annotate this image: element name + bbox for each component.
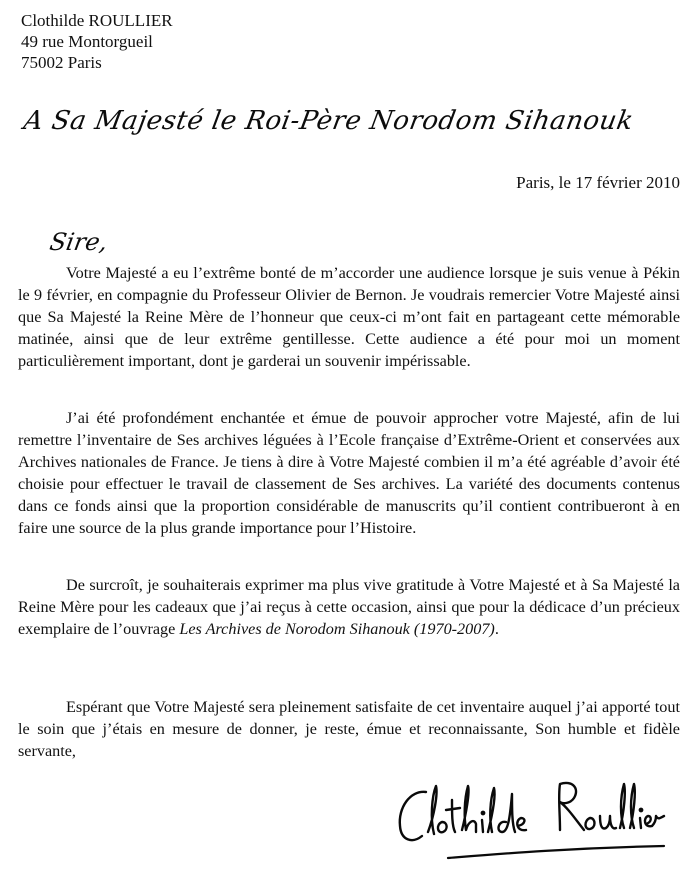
handwritten-addressee: A Sa Majesté le Roi-Père Norodom Sihanouk [21, 106, 636, 136]
sender-street: 49 rue Montorgueil [21, 32, 153, 51]
paragraph-3-end: . [494, 620, 499, 638]
signature-image [388, 770, 678, 870]
book-title: Les Archives de Norodom Sihanouk (1970-2007) [179, 620, 495, 638]
letter-date: Paris, le 17 février 2010 [516, 173, 680, 192]
body-paragraph-4: Espérant que Votre Majesté sera pleinement satisfaite de cet inventaire auquel j’ai apporté tout le soin que j’étais en mesure de donner, je reste, émue et reconnaissante, Son humble et fidèle servante, [18, 698, 680, 760]
body-paragraph-2: J’ai été profondément enchantée et émue de pouvoir approcher votre Majesté, afin de lui remettre l’inventaire de Ses archives léguées à l’Ecole française d’Extrême-Orient et conservées aux Archives nationales de France. Je tiens à dire à Votre Majesté combien il m’a été agréable d’avoir été choisie pour effectuer le travail de classement de Ses archives. La variété des documents contenus dans ce fonds ainsi que la proportion considérable de manuscrits qu’il contient contribueront à en faire une source de la plus grande importance pour l’Histoire. [18, 409, 680, 537]
paragraph-3-text: De surcroît, je souhaiterais exprimer ma plus vive gratitude à Votre Majesté et à Sa Majesté la Reine Mère pour les cadeaux que j’ai reçus à cette occasion, ainsi que pour la dédicace d’un précieux exemplaire de l’ouvrage [18, 576, 680, 638]
sender-name: Clothilde ROULLIER [21, 11, 173, 30]
handwritten-salutation: Sire, [47, 228, 110, 256]
body-paragraph-3 [18, 574, 680, 640]
sender-city: 75002 Paris [21, 53, 102, 72]
sender-address-block [21, 10, 173, 73]
body-paragraph-1: Votre Majesté a eu l’extrême bonté de m’accorder une audience lorsque je suis venue à Pékin le 9 février, en compagnie du Professeur Olivier de Bernon. Je voudrais remercier Votre Majesté ainsi que Sa Majesté la Reine Mère de l’honneur que ceux-ci m’ont fait en partageant cette mémorable matinée, ainsi que de leur extrême gentillesse. Cette audience a été pour moi un moment particulièrement important, dont je garderai un souvenir impérissable. [18, 264, 680, 370]
